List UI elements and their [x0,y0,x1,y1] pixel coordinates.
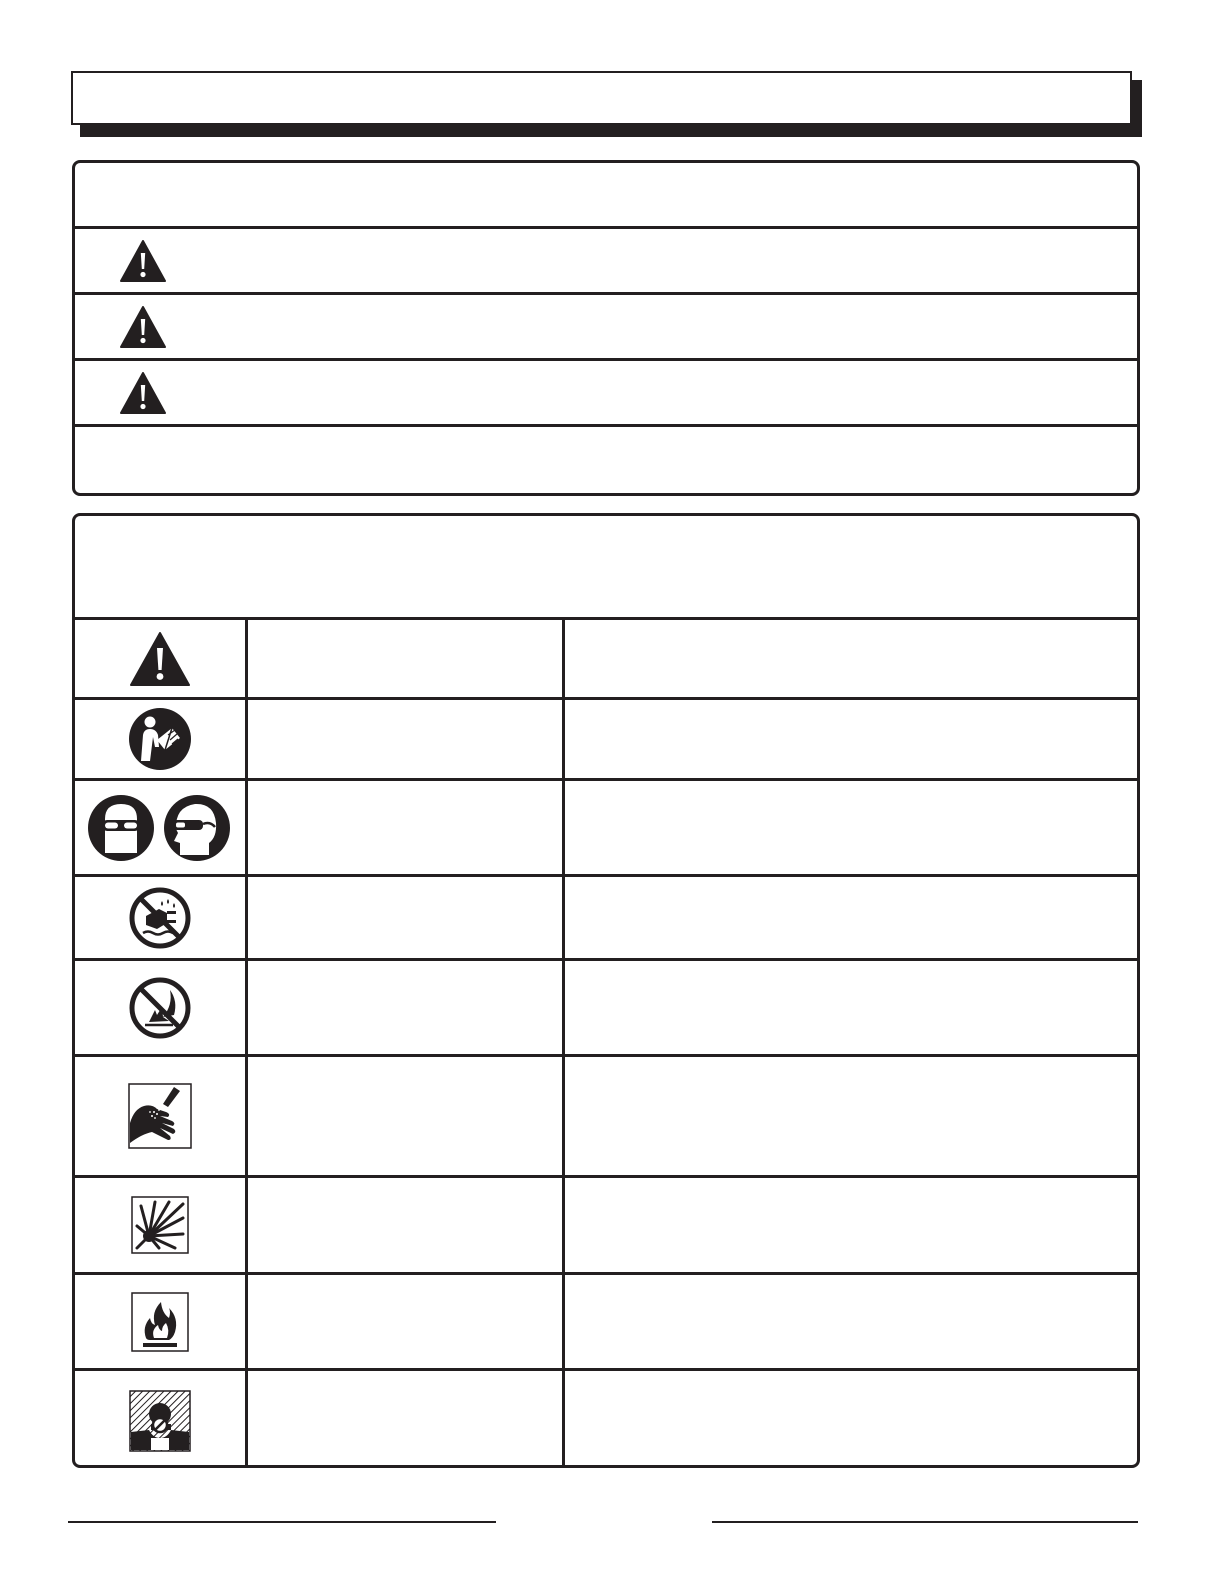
signal-word-footer [75,427,1137,496]
no-open-flame-icon [129,977,191,1039]
table-row [75,1178,1137,1275]
symbol-name-cell [248,877,565,958]
symbol-table-header [75,516,1137,620]
symbol-name-cell [248,961,565,1054]
symbol-meaning-cell [565,1178,1137,1272]
symbol-cell [75,781,248,874]
table-row [75,620,1137,700]
table-row [75,877,1137,961]
symbol-meaning-cell [565,1057,1137,1175]
symbol-cell [75,1178,248,1272]
warning-triangle-icon [119,239,167,283]
table-row [75,961,1137,1057]
symbol-name-cell [248,1371,565,1468]
symbol-meaning-cell [565,700,1137,778]
page-title-bar [71,71,1132,125]
symbol-name-cell [248,700,565,778]
eye-protection-icons [87,793,233,863]
symbol-cell [75,877,248,958]
symbol-meaning-cell [565,877,1137,958]
table-row [75,781,1137,877]
symbol-meaning-cell [565,1275,1137,1368]
symbol-name-cell [248,781,565,874]
safety-goggles-front-icon [88,795,154,861]
symbol-cell [75,1057,248,1175]
read-manual-icon [128,707,192,771]
signal-word-header [75,163,1137,229]
symbol-cell [75,1275,248,1368]
symbol-name-cell [248,1057,565,1175]
symbol-cell [75,1371,248,1468]
signal-row-3 [75,361,1137,427]
symbol-name-cell [248,1275,565,1368]
safety-goggles-side-icon [164,795,230,861]
footer-rule-right [712,1521,1138,1523]
symbol-cell [75,620,248,697]
symbol-meaning-cell [565,961,1137,1054]
table-row [75,1371,1137,1468]
signal-row-1 [75,229,1137,295]
high-pressure-injection-icon [128,1083,192,1149]
toxic-fumes-icon [129,1390,191,1452]
table-row [75,1057,1137,1178]
symbol-meaning-cell [565,781,1137,874]
symbol-cell [75,961,248,1054]
symbol-meaning-cell [565,1371,1137,1468]
table-row [75,700,1137,781]
fire-icon [131,1292,189,1352]
symbol-table [72,513,1140,1468]
safety-alert-icon [129,631,191,687]
table-row [75,1275,1137,1371]
footer-rule-left [68,1521,496,1523]
symbol-name-cell [248,620,565,697]
warning-triangle-icon [119,305,167,349]
explosion-icon [131,1196,189,1254]
wet-conditions-alert-icon [129,887,191,949]
signal-word-box [72,160,1140,496]
symbol-cell [75,700,248,778]
symbol-meaning-cell [565,620,1137,697]
symbol-name-cell [248,1178,565,1272]
warning-triangle-icon [119,371,167,415]
signal-row-2 [75,295,1137,361]
